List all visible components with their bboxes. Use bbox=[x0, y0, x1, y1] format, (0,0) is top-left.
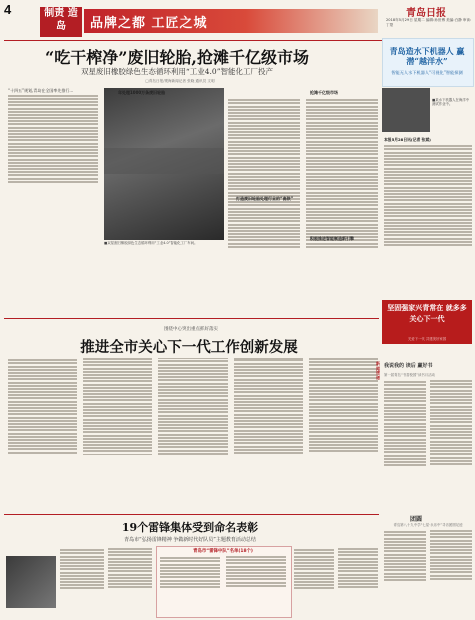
promo-title: 青岛造水下机器人 赢潜“越洋水” bbox=[389, 46, 465, 66]
section-heading: 打造废旧轮胎处理行业的“高铁” bbox=[236, 196, 294, 201]
side-section-heading: 团圆 bbox=[410, 516, 423, 523]
text-block bbox=[8, 94, 98, 184]
side-article-text bbox=[384, 530, 472, 616]
side-photo-caption: ■某水下机器人在海洋中测试作业中。 bbox=[432, 98, 470, 107]
side-subheadline: 第一届青岛“书香校园”读书月活动 bbox=[384, 373, 435, 377]
bottom-article-text bbox=[294, 548, 378, 616]
mid-kicker: 围绕中心突出重点抓好落实 bbox=[164, 327, 218, 332]
page-number: 4 bbox=[4, 2, 12, 17]
photo-caption: ■双星废旧橡胶绿色生态循环利用“工业4.0”智能化工厂车间。 bbox=[104, 241, 198, 245]
side-article-text bbox=[384, 380, 472, 510]
section-heading: 积极推进智能制造新引擎 bbox=[310, 236, 354, 241]
divider bbox=[4, 318, 379, 319]
section-banner bbox=[84, 9, 378, 33]
mid-article-text bbox=[8, 358, 378, 513]
bottom-subheadline: 青岛市“弘扬雷锋精神 争做新时代好队员”主题教育活动总结 bbox=[124, 537, 256, 543]
lead-intro bbox=[8, 88, 98, 248]
lead-subheadline: 双星废旧橡胶绿色生态循环利用“工业4.0”智能化工厂投产 bbox=[80, 67, 274, 76]
banner-text: 品牌之都 工匠之城 bbox=[90, 16, 208, 31]
bottom-headline[interactable]: 19个雷锋集体受到命名表彰 bbox=[121, 521, 259, 534]
promo-banner-tag: 关爱下一代 共建美好家园 bbox=[407, 337, 447, 341]
bottom-article-text bbox=[60, 548, 152, 616]
promo-banner-title: 坚固强家兴青常在 就多多关心下一代 bbox=[387, 303, 467, 323]
paper-name: 青岛日报 bbox=[406, 8, 446, 19]
side-section-sub: 青岛第八十九中学“七星·永乐中”寻访团圆足迹 bbox=[393, 523, 463, 527]
honor-list-title: 青岛市“雷锋中队”名单(18个) bbox=[193, 549, 253, 554]
lead-intro-text: “十四五”规划,青岛在全国率先推行… bbox=[8, 88, 74, 93]
honor-list-text bbox=[160, 556, 286, 614]
header-date: 2018年5月29日 星期二 编辑:孙世博 美编:白静 审读:丁蒙 bbox=[386, 18, 472, 27]
side-article-text bbox=[384, 144, 472, 294]
mid-headline[interactable]: 推进全市关心下一代工作创新发展 bbox=[80, 339, 298, 356]
side-photo[interactable] bbox=[382, 88, 430, 132]
section-heading: 抢滩千亿级市场 bbox=[310, 90, 338, 95]
divider bbox=[4, 514, 379, 515]
lead-byline: □青岛日报/观海新闻记者 张晓 通讯员 文明 bbox=[145, 79, 215, 83]
section-logo: 制责 造岛 bbox=[40, 7, 82, 37]
promo-subtitle: 智能无人水下机器人“可视化”智能探测 bbox=[391, 70, 463, 75]
vertical-label: 新闻速递 bbox=[376, 361, 380, 380]
lead-body-columns bbox=[228, 98, 378, 314]
side-article-lead: 本报5月28日讯(记者 张斌) bbox=[384, 137, 431, 142]
section-heading: 年处理1000万条废旧轮胎 bbox=[118, 90, 166, 95]
side-headline[interactable]: 我说我的 读后 赢好书 bbox=[384, 363, 433, 369]
text-column bbox=[306, 98, 378, 312]
text-column bbox=[228, 98, 300, 312]
bottom-photo[interactable] bbox=[6, 556, 56, 608]
lead-headline[interactable]: “吃干榨净”废旧轮胎,抢滩千亿级市场 bbox=[45, 48, 309, 67]
lead-photo[interactable] bbox=[104, 88, 224, 240]
